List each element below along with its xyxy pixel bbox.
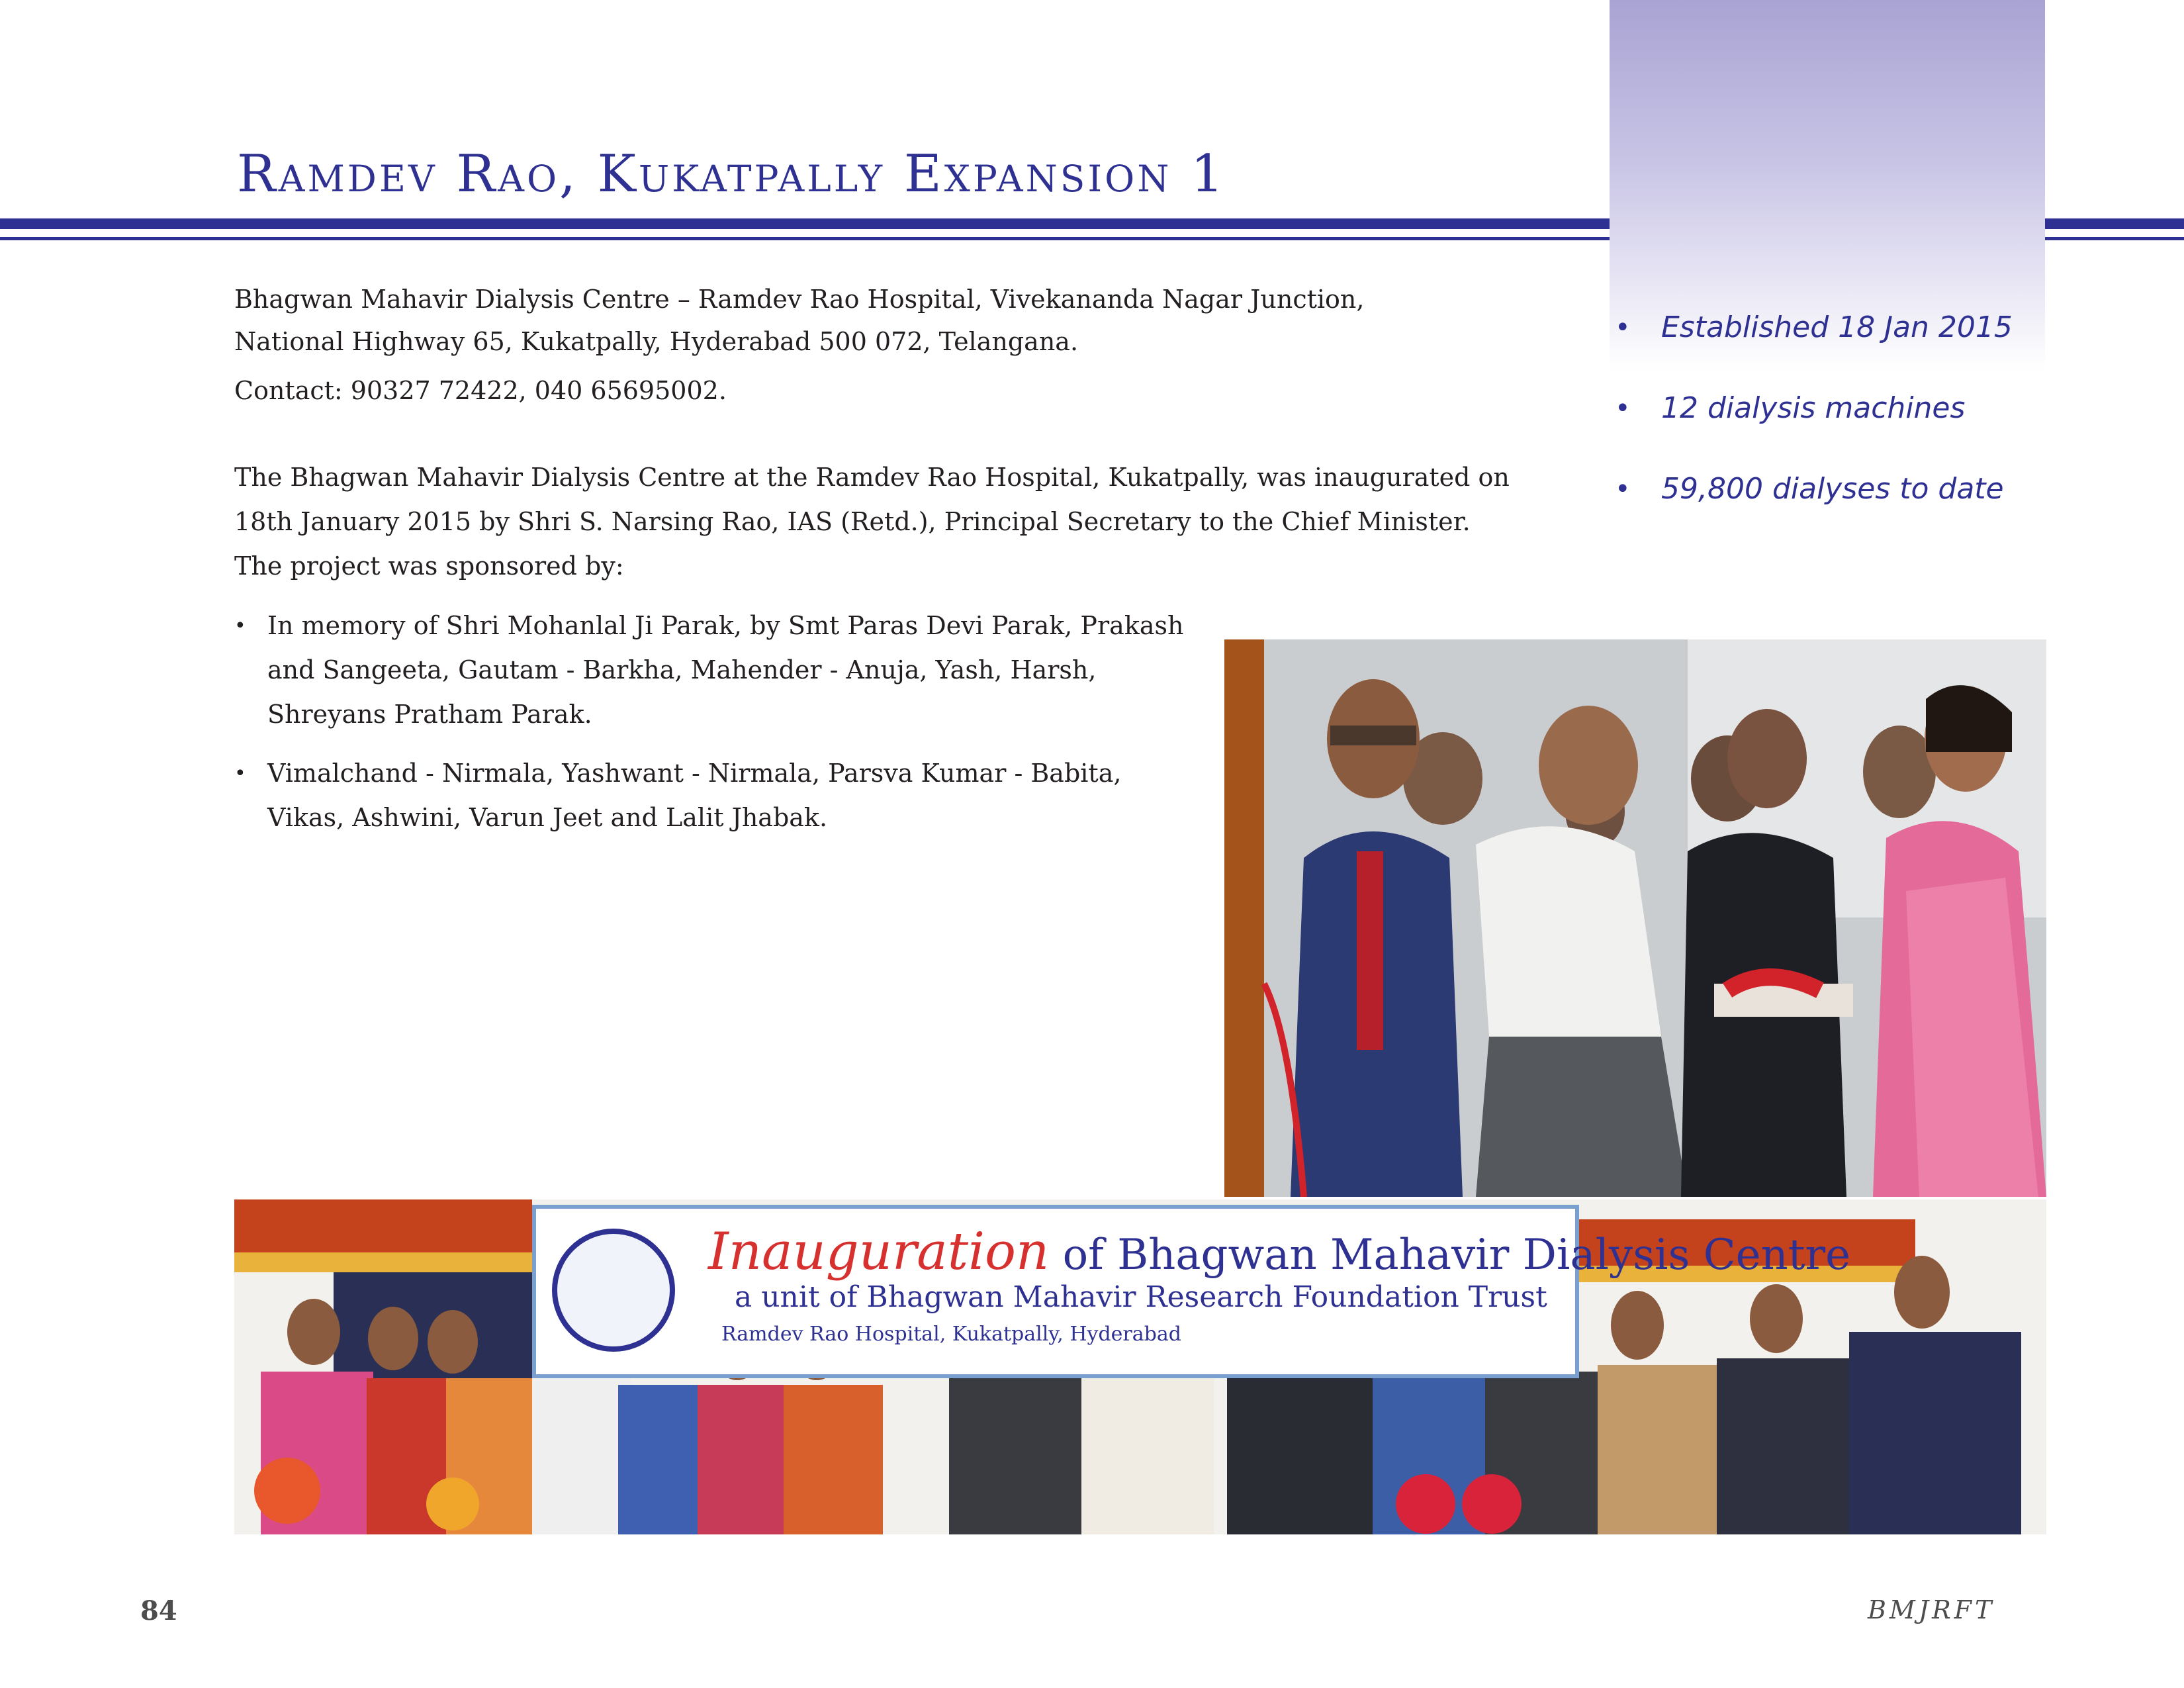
address-block bbox=[234, 278, 1492, 363]
inauguration-banner bbox=[532, 1205, 1850, 1378]
facts-list bbox=[1610, 299, 2046, 541]
banner-inauguration: Inauguration bbox=[708, 1222, 1050, 1282]
page-number: 84 bbox=[140, 1595, 177, 1626]
fact-dialyses: 59,800 dialyses to date bbox=[1661, 472, 2004, 506]
title-rule-thin-right bbox=[2045, 237, 2184, 240]
title-rule-thick-right bbox=[2045, 218, 2184, 229]
fact-item bbox=[1610, 299, 2046, 380]
foundation-logo-icon bbox=[552, 1229, 675, 1352]
bullet-icon: • bbox=[234, 614, 246, 637]
contact-line: Contact: 90327 72422, 040 65695002. bbox=[234, 376, 727, 405]
banner-line-2: a unit of Bhagwan Mahavir Research Foundation Trust bbox=[735, 1280, 1547, 1314]
footer-brand: BMJRFT bbox=[1868, 1595, 1995, 1624]
fact-established: Established 18 Jan 2015 bbox=[1661, 310, 2013, 344]
inauguration-ceremony-photo bbox=[1224, 639, 2046, 1197]
bullet-icon: • bbox=[234, 762, 246, 785]
bullet-icon: • bbox=[1615, 312, 1631, 343]
group-photo bbox=[234, 1199, 2046, 1534]
sponsor-item bbox=[234, 751, 1194, 840]
banner-centre-name: of Bhagwan Mahavir Dialysis Centre bbox=[1049, 1231, 1850, 1280]
address-line-2: National Highway 65, Kukatpally, Hyderabad 500 072, Telangana. bbox=[234, 327, 1079, 356]
page-title: Ramdev Rao, Kukatpally Expansion 1 bbox=[237, 144, 1226, 204]
title-rule-thick bbox=[0, 218, 1610, 229]
banner-line-1 bbox=[708, 1222, 1850, 1282]
sponsor-list bbox=[234, 604, 1194, 855]
fact-machines: 12 dialysis machines bbox=[1661, 391, 1966, 425]
title-rule-thin bbox=[0, 237, 1610, 240]
fact-item bbox=[1610, 380, 2046, 461]
sponsor-text: In memory of Shri Mohanlal Ji Parak, by Smt Paras Devi Parak, Prakash and Sangeeta, Gautam - Barkha, Mahender - Anuja, Yash, Harsh, Shreyans Pratham Parak. bbox=[267, 611, 1184, 729]
address-line-1: Bhagwan Mahavir Dialysis Centre – Ramdev Rao Hospital, Vivekananda Nagar Junction, bbox=[234, 285, 1365, 314]
bullet-icon: • bbox=[1615, 393, 1631, 424]
sponsor-item bbox=[234, 604, 1194, 737]
ceremony-photo-illustration bbox=[1224, 639, 2046, 1197]
bullet-icon: • bbox=[1615, 474, 1631, 504]
fact-item bbox=[1610, 461, 2046, 541]
banner-line-3: Ramdev Rao Hospital, Kukatpally, Hyderabad bbox=[721, 1323, 1181, 1346]
sponsor-text: Vimalchand - Nirmala, Yashwant - Nirmala, Parsva Kumar - Babita, Vikas, Ashwini, Varun Jeet and Lalit Jhabak. bbox=[267, 759, 1122, 832]
intro-paragraph: The Bhagwan Mahavir Dialysis Centre at the Ramdev Rao Hospital, Kukatpally, was inaugurated on 18th January 2015 by Shri S. Narsing Rao, IAS (Retd.), Principal Secretary to the Chief Minister. The project was sponsored by: bbox=[234, 463, 1510, 581]
